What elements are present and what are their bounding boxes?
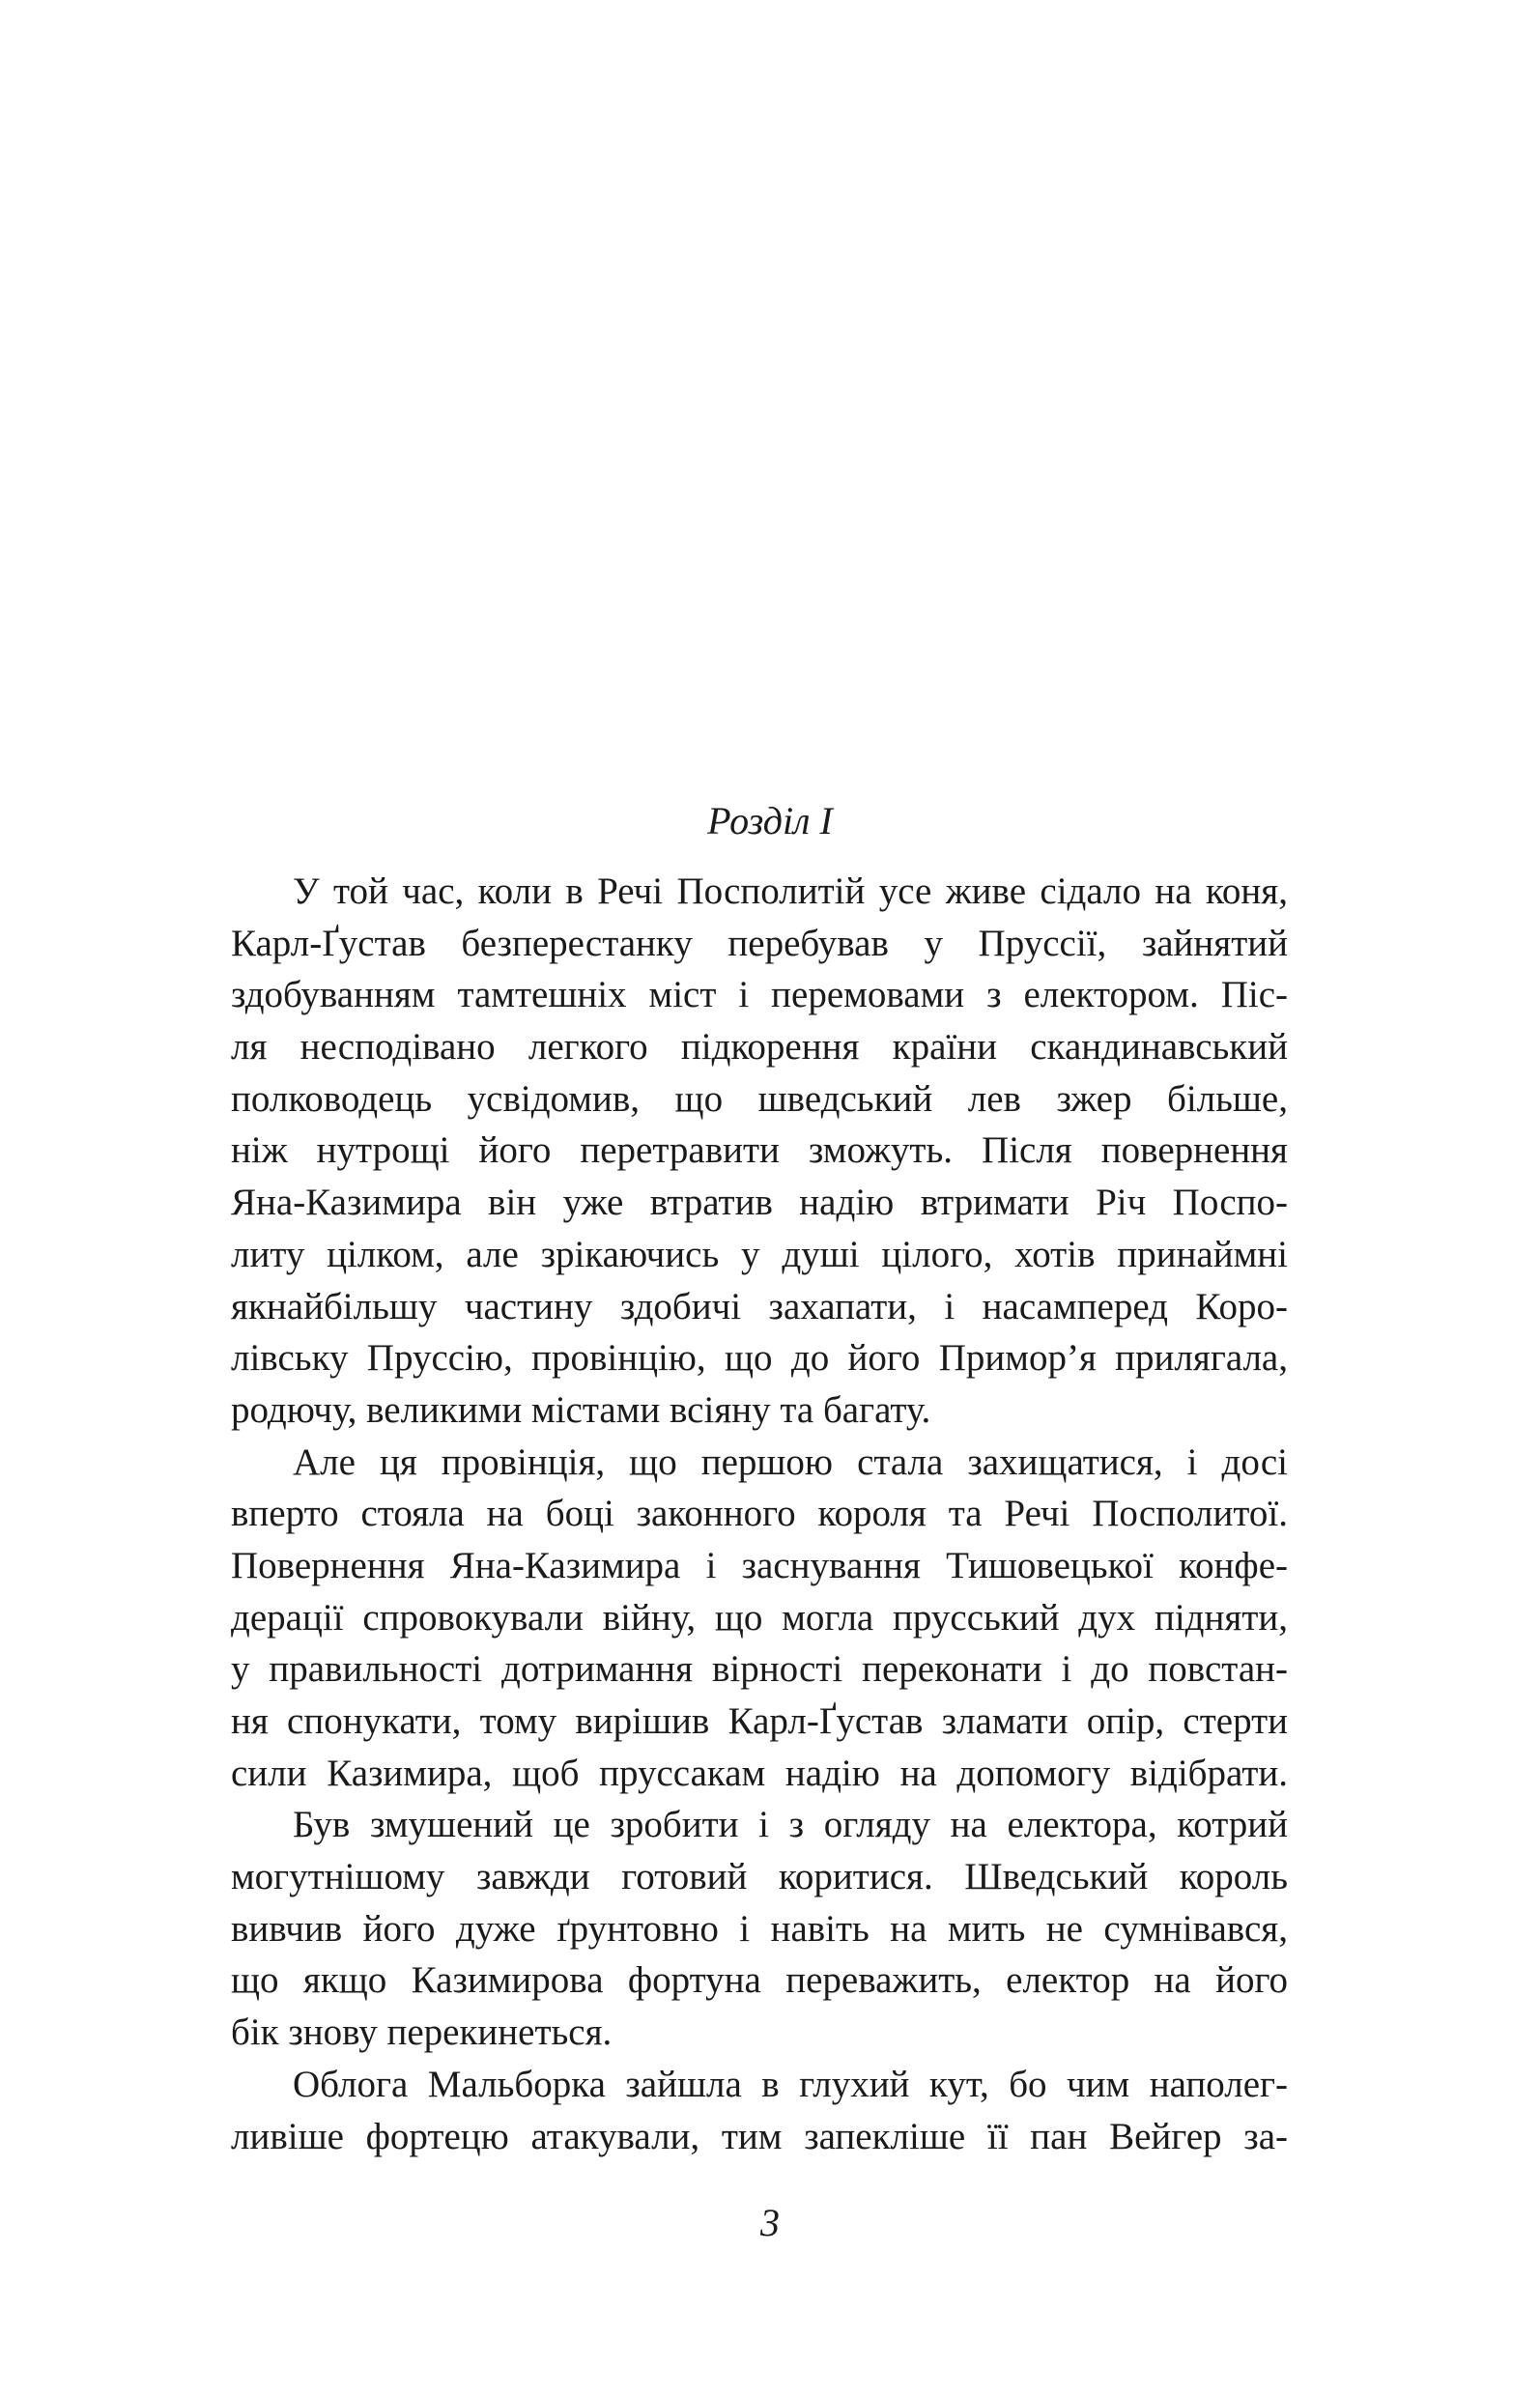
- text-line: сили Казимира, щоб пруссакам надію на допомогу відібрати.: [231, 1752, 1288, 1794]
- text-line: здобуванням тамтешніх міст і перемовами з електором. Піс-: [231, 974, 1288, 1016]
- text-line: якнайбільшу частину здобичі захапати, і насамперед Коро-: [231, 1285, 1288, 1327]
- text-line: ніж нутрощі його перетравити зможуть. Після повернення: [231, 1129, 1288, 1172]
- text-line: Був змушений це зробити і з огляду на електора, котрий: [293, 1804, 1288, 1846]
- text-line: ля несподівано легкого підкорення країни скандинавський: [231, 1026, 1288, 1069]
- text-line: бік знову перекинеться.: [231, 2011, 613, 2054]
- page-number: 3: [760, 2201, 780, 2244]
- text-line: у правильності дотримання вірності переконати і до повстан-: [231, 1648, 1288, 1691]
- text-line: вивчив його дуже ґрунтовно і навіть на мить не сумнівався,: [231, 1907, 1288, 1950]
- text-line: лівську Пруссію, провінцію, що до його Примор’я прилягала,: [231, 1337, 1288, 1380]
- text-line: родючу, великими містами всіяну та багату.: [231, 1388, 931, 1431]
- chapter-title: Розділ I: [707, 799, 833, 842]
- text-line: Яна-Казимира він уже втратив надію втримати Річ Поспо-: [231, 1182, 1288, 1224]
- text-line: полководець усвідомив, що шведський лев зжер більше,: [231, 1077, 1288, 1120]
- text-line: литу цілком, але зрікаючись у душі цілого, хотів принаймні: [231, 1233, 1288, 1275]
- text-line: могутнішому завжди готовий коритися. Шведський король: [231, 1856, 1288, 1898]
- text-line: що якщо Казимирова фортуна переважить, електор на його: [231, 1959, 1288, 2002]
- body-text: [231, 866, 1288, 2162]
- text-line: Повернення Яна-Казимира і заснування Тишовецької конфе-: [231, 1544, 1288, 1586]
- text-line: Але ця провінція, що першою стала захищатися, і досі: [293, 1440, 1288, 1483]
- text-line: Облога Мальборка зайшла в глухий кут, бо чим наполег-: [293, 2063, 1288, 2105]
- text-line: дерації спровокували війну, що могла прусський дух підняти,: [231, 1596, 1288, 1639]
- text-line: ня спонукати, тому вирішив Карл-Ґустав зламати опір, стерти: [231, 1700, 1288, 1742]
- text-line: ливіше фортецю атакували, тим запекліше її пан Вейгер за-: [231, 2115, 1288, 2157]
- text-line: У той час, коли в Речі Посполитій усе живе сідало на коня,: [293, 870, 1288, 912]
- text-line: Карл-Ґустав безперестанку перебував у Пруссії, зайнятий: [231, 922, 1288, 964]
- text-line: вперто стояла на боці законного короля та Речі Посполитої.: [231, 1493, 1288, 1535]
